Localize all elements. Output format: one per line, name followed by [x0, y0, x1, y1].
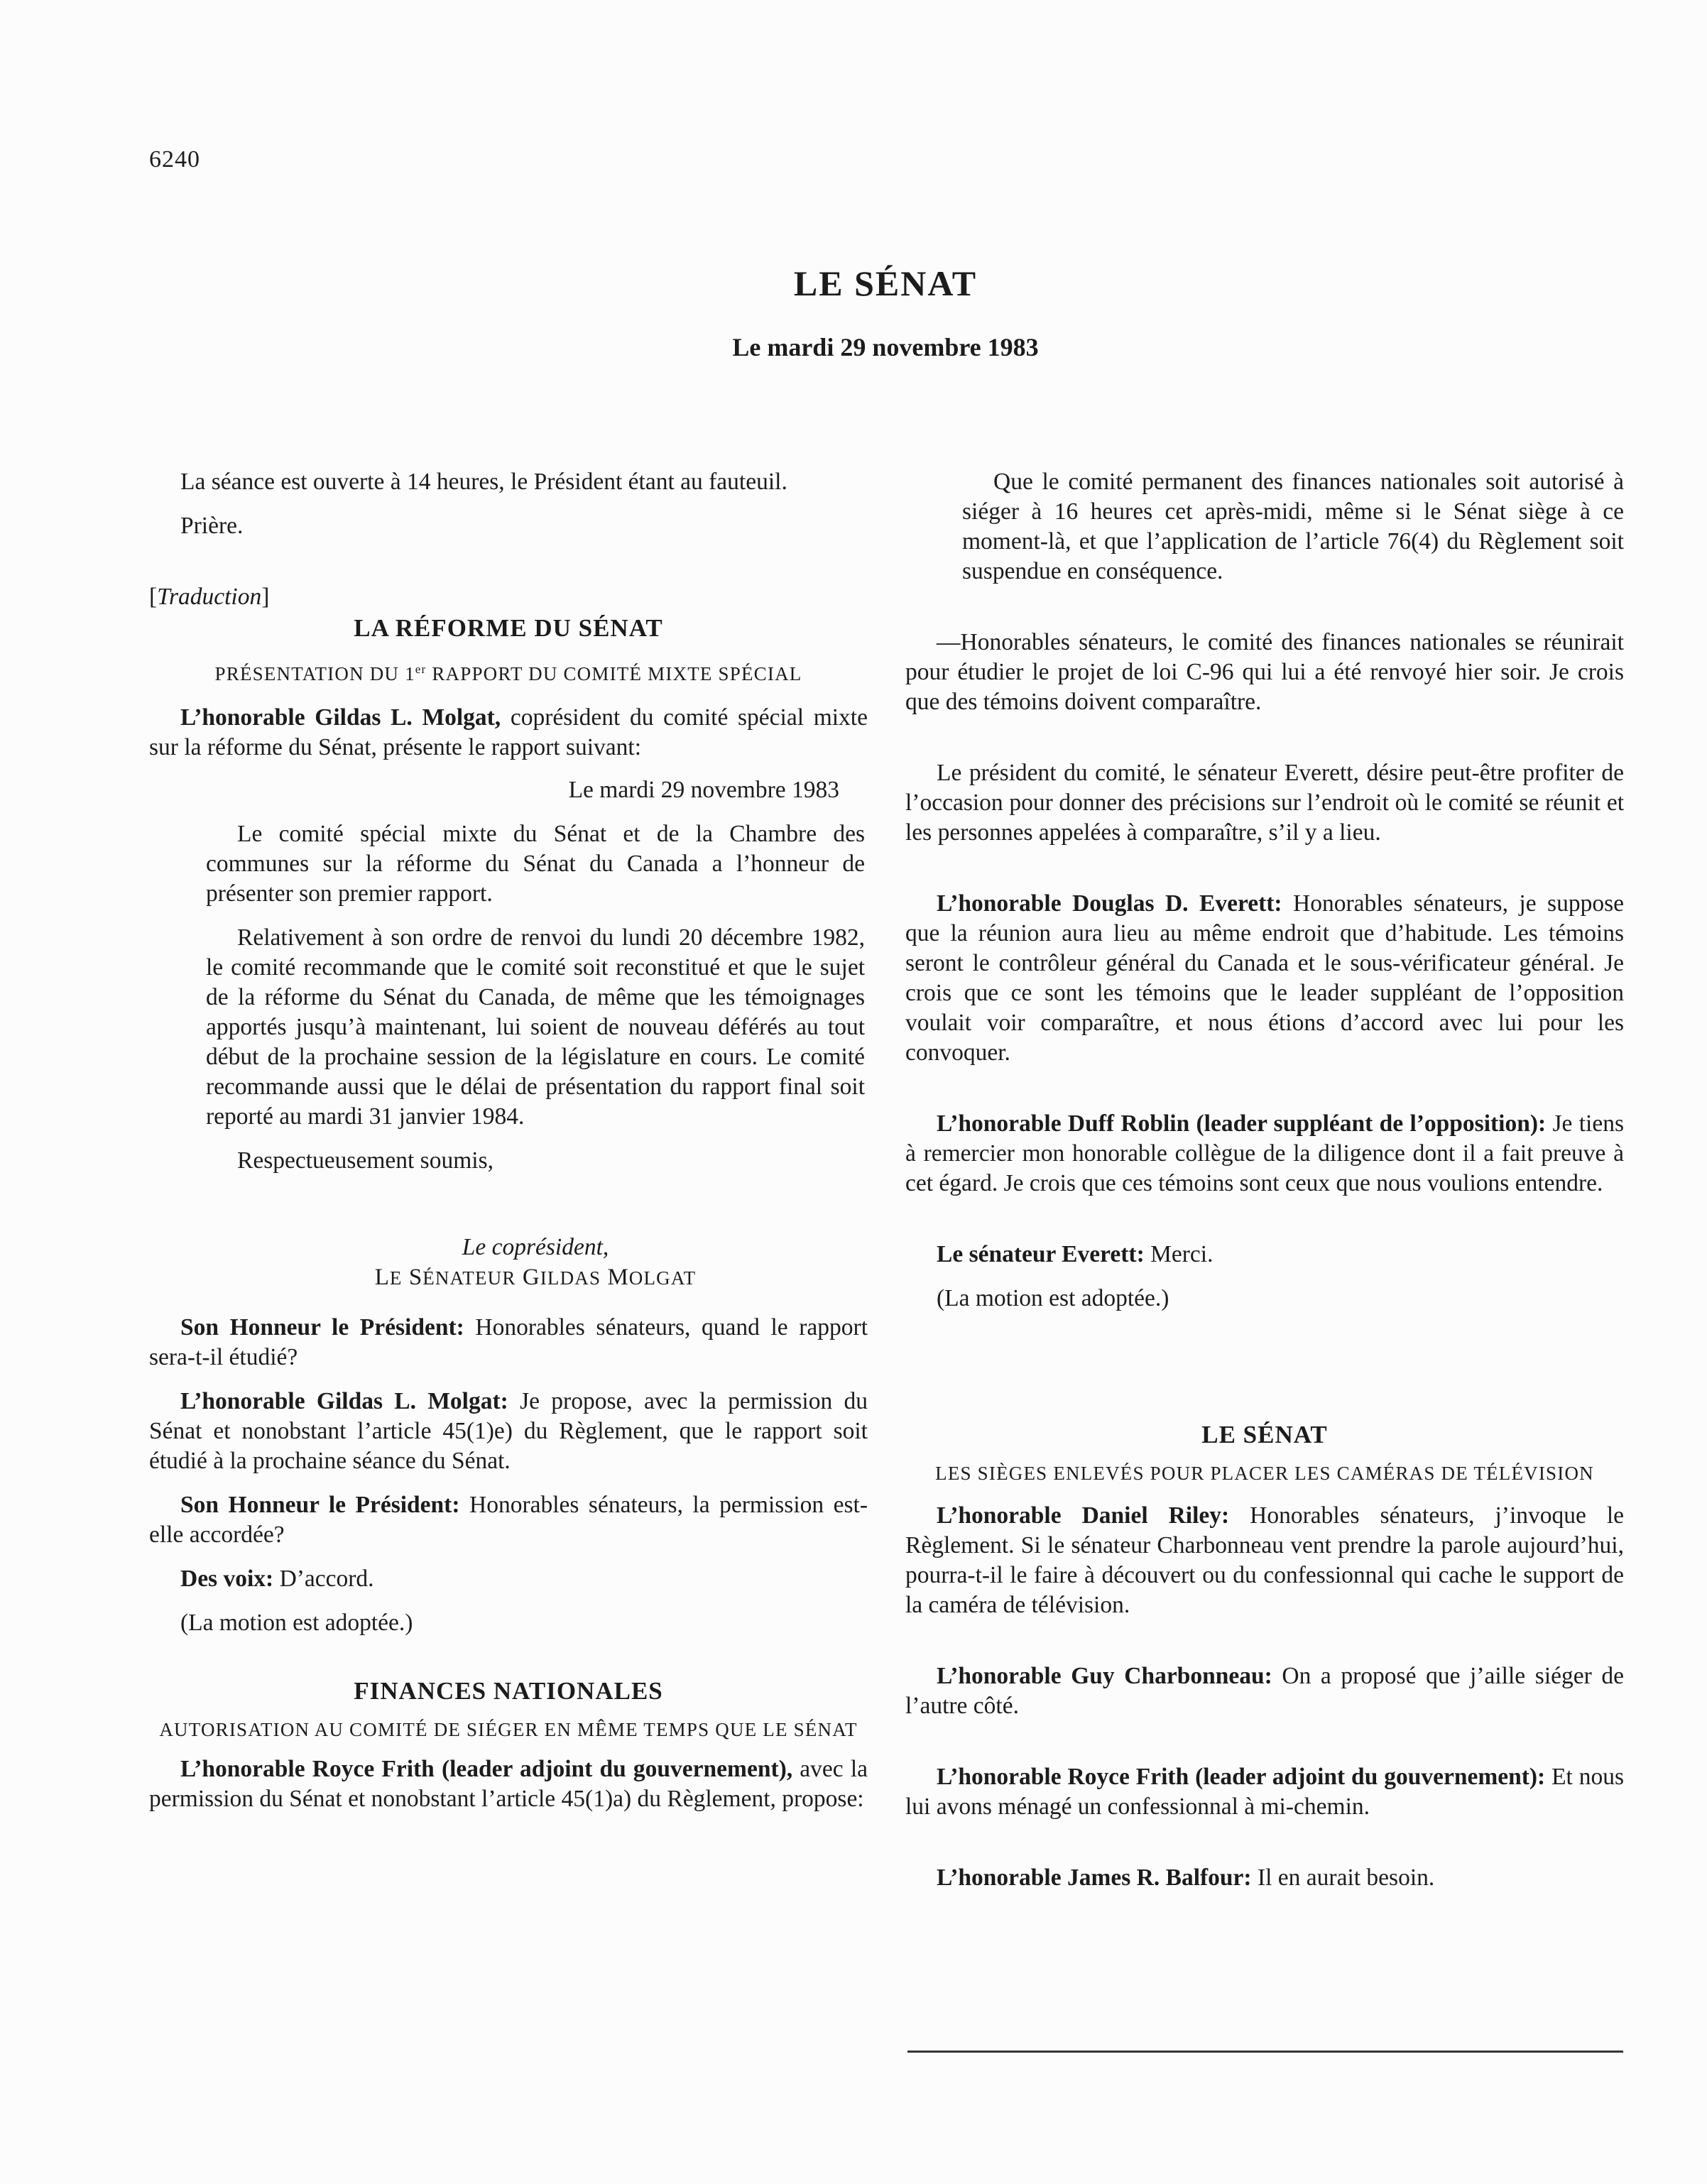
- motion-text: Que le comité permanent des finances nationales soit autorisé à siéger à 16 heures cet après-midi, même si le Sénat siège à ce moment-là, et que l’application de l’article 76(4) du Règlement soit suspendue en conséquence.: [962, 469, 1624, 584]
- motion-adopted: (La motion est adoptée.): [180, 1610, 413, 1636]
- closing-rule: [907, 2051, 1623, 2053]
- speech-text: D’accord.: [273, 1566, 374, 1592]
- voices-reply: [149, 1564, 868, 1594]
- speech-text: Merci.: [1144, 1241, 1214, 1267]
- speech-text: Et nous lui avons ménagé un confessionnal à mi-chemin.: [905, 1764, 1625, 1820]
- left-column: [149, 467, 868, 1814]
- sitting-date: Le mardi 29 novembre 1983: [732, 333, 1039, 361]
- page-title: LE SÉNAT: [793, 263, 978, 303]
- speaker-name: L’honorable Royce Frith (leader adjoint du gouvernement),: [180, 1756, 793, 1782]
- section-heading-senate: LE SÉNAT: [1201, 1421, 1328, 1448]
- speaker-name: Des voix:: [180, 1566, 274, 1592]
- section-heading-senate-reform: LA RÉFORME DU SÉNAT: [354, 614, 663, 642]
- dash-paragraph: —Honorables sénateurs, le comité des finances nationales se réunirait pour étudier le projet de loi C-96 qui lui a été renvoyé hier soir. Je crois que des témoins doivent comparaître.: [905, 629, 1624, 715]
- subheading-report-presentation: [149, 656, 868, 687]
- charbonneau-statement: [905, 1661, 1624, 1721]
- speaker-name: L’honorable Royce Frith (leader adjoint du gouvernement):: [937, 1764, 1546, 1790]
- speech-text: Honorables sénateurs, quand le rapport sera-t-il étudié?: [149, 1314, 868, 1370]
- report-date: Le mardi 29 novembre 1983: [568, 777, 839, 803]
- subheading-seats-removed: LES SIÈGES ENLEVÉS POUR PLACER LES CAMÉRAS DE TÉLÉVISION: [935, 1463, 1594, 1484]
- subheading-report-text-a: PRÉSENTATION DU 1: [214, 663, 415, 684]
- signature-name: LE SÉNATEUR GILDAS MOLGAT: [374, 1265, 697, 1290]
- opening-paragraph: La séance est ouverte à 14 heures, le Président étant au fauteuil.: [180, 469, 787, 495]
- speech-text: Honorables sénateurs, j’invoque le Règlement. Si le sénateur Charbonneau vent prendre la parole aujourd’hui, pourra-t-il le faire à découvert ou du confessionnal qui cache le support de la caméra de télévision.: [905, 1502, 1624, 1618]
- speaker-name: Le sénateur Everett:: [937, 1241, 1145, 1267]
- everett-statement: [905, 889, 1624, 1068]
- speaker-name: L’honorable James R. Balfour:: [937, 1864, 1252, 1891]
- roblin-statement: [905, 1109, 1624, 1199]
- speech-text: Je propose, avec la permission du Sénat et nonobstant l’article 45(1)e) du Règlement, que le rapport soit étudié à la prochaine séance du Sénat.: [149, 1388, 868, 1474]
- speech-text: On a proposé que j’aille siéger de l’autre côté.: [905, 1663, 1624, 1719]
- speech-text: Il en aurait besoin.: [1251, 1864, 1435, 1891]
- molgat-motion: [149, 1387, 868, 1476]
- speech-text: avec la permission du Sénat et nonobstant l’article 45(1)a) du Règlement, propose:: [149, 1756, 868, 1812]
- subheading-report-sup: er: [415, 662, 427, 676]
- right-column: [905, 467, 1624, 1893]
- translation-tag: [Traduction]: [149, 584, 270, 610]
- molgat-presentation: [149, 703, 868, 763]
- balfour-statement: [905, 1863, 1624, 1893]
- speaker-name: L’honorable Duff Roblin (leader suppléant de l’opposition):: [937, 1110, 1547, 1137]
- everett-thanks: [905, 1240, 1624, 1270]
- speech-text: Honorables sénateurs, je suppose que la réunion aura lieu au même endroit que d’habitude. Les témoins seront le contrôleur général du Canada et le sous-vérificateur général. Je crois que ce sont les témoins que le leader suppléant de l’opposition voulait voir comparaître, et nous étions d’accord avec lui pour les convoquer.: [905, 890, 1624, 1066]
- speech-text: coprésident du comité spécial mixte sur la réforme du Sénat, présente le rapport suivant:: [149, 704, 868, 760]
- report-paragraph-1: Le comité spécial mixte du Sénat et de la Chambre des communes sur la réforme du Sénat du Canada a l’honneur de présenter son premier rapport.: [206, 821, 865, 907]
- subheading-committee-sit: AUTORISATION AU COMITÉ DE SIÉGER EN MÊME TEMPS QUE LE SÉNAT: [159, 1719, 858, 1740]
- speaker-name: L’honorable Douglas D. Everett:: [937, 890, 1282, 917]
- motion-block: [962, 467, 1624, 586]
- subheading-report-text-b: RAPPORT DU COMITÉ MIXTE SPÉCIAL: [426, 663, 802, 684]
- speaker-name: L’honorable Daniel Riley:: [937, 1502, 1230, 1529]
- speaker-name: L’honorable Gildas L. Molgat,: [180, 704, 501, 731]
- report-paragraph-2: Relativement à son ordre de renvoi du lundi 20 décembre 1982, le comité recommande que le comité soit reconstitué et que le sujet de la réforme du Sénat du Canada, de même que les témoignages apportés jusqu’à maintenant, lui soient de nouveau déférés au tout début de la prochaine session de la législature en cours. Le comité recommande aussi que le délai de présentation du rapport final soit reporté au mardi 31 janvier 1984.: [206, 924, 865, 1130]
- speech-text: Je tiens à remercier mon honorable collègue de la diligence dont il a fait preuve à cet égard. Je crois que ces témoins sont ceux que nous voulions entendre.: [905, 1110, 1624, 1196]
- signature-title: Le coprésident,: [462, 1234, 609, 1260]
- translation-tag-text: Traduction: [157, 584, 262, 610]
- president-paragraph: Le président du comité, le sénateur Everett, désire peut-être profiter de l’occasion pour donner des précisions sur l’endroit où le comité se réunit et les personnes appelées à comparaître, s’il y a lieu.: [905, 760, 1624, 846]
- speaker-permission: [149, 1490, 868, 1550]
- report-body: [206, 819, 865, 1293]
- report-paragraph-3: Respectueusement soumis,: [237, 1147, 493, 1174]
- riley-statement: [905, 1501, 1624, 1620]
- speaker-name: L’honorable Guy Charbonneau:: [937, 1663, 1272, 1689]
- page-number: 6240: [149, 146, 200, 173]
- speech-text: Honorables sénateurs, la permission est-elle accordée?: [149, 1492, 868, 1548]
- speaker-name: Son Honneur le Président:: [180, 1314, 464, 1341]
- speaker-name: Son Honneur le Président:: [180, 1492, 460, 1518]
- frith-statement: [905, 1762, 1624, 1822]
- prayer-paragraph: Prière.: [180, 513, 244, 539]
- section-heading-national-finance: FINANCES NATIONALES: [354, 1677, 663, 1705]
- speaker-question: [149, 1313, 868, 1372]
- speaker-name: L’honorable Gildas L. Molgat:: [180, 1388, 508, 1414]
- frith-motion: [149, 1754, 868, 1814]
- motion-adopted-right: (La motion est adoptée.): [937, 1285, 1169, 1311]
